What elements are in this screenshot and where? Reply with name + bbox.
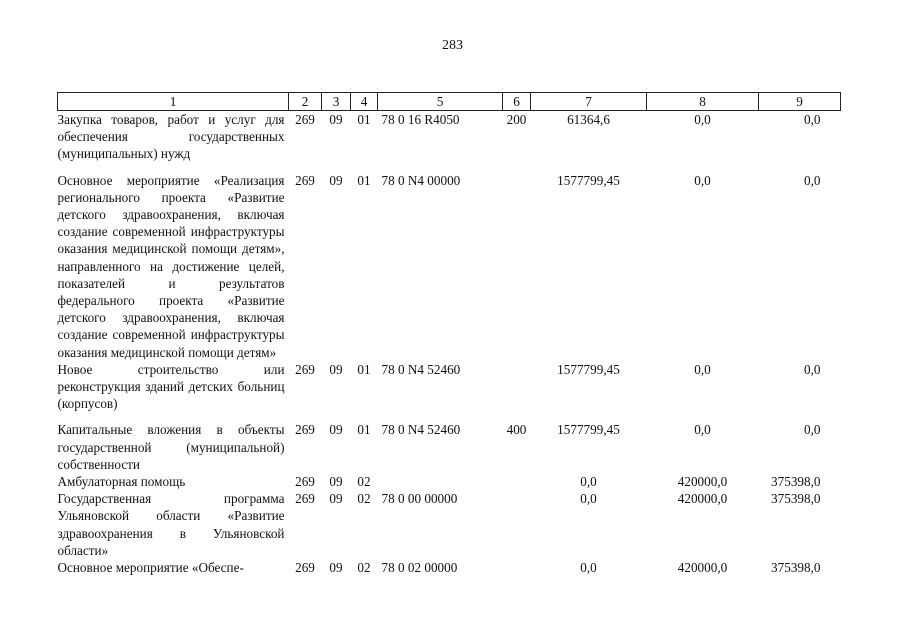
cell-col-3: 09 xyxy=(329,112,343,127)
cell-col-8: 0,0 xyxy=(694,422,711,438)
cell-col-9: 0,0 xyxy=(804,172,821,188)
row-spacer xyxy=(58,163,841,172)
table-row xyxy=(58,559,841,576)
cell-col-7: 1577799,45 xyxy=(557,361,620,377)
cell-col-8: 0,0 xyxy=(694,361,711,377)
column-header-8: 8 xyxy=(647,93,759,111)
row-name: Закупка товаров, работ и услуг для обеспечения государственных (муниципальных) нужд xyxy=(57,112,285,162)
cell-col-7: 0,0 xyxy=(580,474,597,490)
cell-col-9: 0,0 xyxy=(804,422,821,438)
row-name: Капитальные вложения в объекты государственной (муниципальной) собственности xyxy=(57,422,285,472)
cell-col-6 xyxy=(503,361,531,413)
cell-col-8: 420000,0 xyxy=(677,474,728,490)
cell-col-9: 375398,0 xyxy=(771,560,821,576)
cell-col-5: 78 0 00 00000 xyxy=(381,491,458,507)
cell-col-4: 01 xyxy=(357,422,371,438)
table-row xyxy=(58,421,841,473)
cell-col-3: 09 xyxy=(329,474,343,490)
cell-col-7: 1577799,45 xyxy=(557,422,620,438)
cell-col-4: 01 xyxy=(357,361,371,377)
cell-col-5: 78 0 16 R4050 xyxy=(381,112,460,127)
cell-col-9: 375398,0 xyxy=(771,491,821,507)
table-row xyxy=(58,111,841,163)
cell-col-8: 420000,0 xyxy=(677,560,728,576)
cell-col-8: 420000,0 xyxy=(677,491,728,507)
column-header-7: 7 xyxy=(531,93,647,111)
cell-col-2: 269 xyxy=(295,474,315,490)
cell-col-5: 78 0 02 00000 xyxy=(381,560,458,576)
cell-col-3: 09 xyxy=(329,422,343,438)
cell-col-2: 269 xyxy=(295,422,315,438)
budget-table xyxy=(57,92,841,576)
cell-col-2: 269 xyxy=(295,491,315,507)
cell-col-5 xyxy=(378,473,503,490)
cell-col-3: 09 xyxy=(329,491,343,507)
column-header-1: 1 xyxy=(58,93,289,111)
cell-col-5: 78 0 N4 00000 xyxy=(381,172,461,188)
cell-col-6 xyxy=(503,490,531,559)
cell-col-7: 0,0 xyxy=(580,491,597,507)
table-row xyxy=(58,490,841,559)
column-header-5: 5 xyxy=(378,93,503,111)
cell-col-6: 400 xyxy=(506,422,527,438)
cell-col-6 xyxy=(503,559,531,576)
row-name: Амбулаторная помощь xyxy=(57,474,186,490)
cell-col-6 xyxy=(503,473,531,490)
cell-col-9: 0,0 xyxy=(804,361,821,377)
table-row xyxy=(58,473,841,490)
column-header-3: 3 xyxy=(322,93,351,111)
row-name: Основное мероприятие «Реализация регионального проекта «Развитие детского здравоохранения, включая создание современной инфраструктуры оказания медицинской помощи детям», направленного на достижение целей, показателей и результатов федерального проекта «Развитие детского здравоохранения, включая создание современной инфраструктуры оказания медицинской помощи детям» xyxy=(57,172,285,360)
cell-col-6 xyxy=(503,172,531,361)
row-name: Основное мероприятие «Обеспе- xyxy=(57,560,244,576)
row-name: Новое строительство или реконструкция зданий детских больниц (корпусов) xyxy=(57,361,285,412)
column-header-2: 2 xyxy=(289,93,322,111)
cell-col-3: 09 xyxy=(329,172,343,188)
cell-col-6: 200 xyxy=(506,112,527,127)
cell-col-4: 02 xyxy=(357,560,371,576)
cell-col-4: 01 xyxy=(357,172,371,188)
cell-col-2: 269 xyxy=(295,560,315,576)
cell-col-3: 09 xyxy=(329,560,343,576)
cell-col-4: 02 xyxy=(357,474,371,490)
column-header-6: 6 xyxy=(503,93,531,111)
column-header-9: 9 xyxy=(759,93,841,111)
cell-col-4: 01 xyxy=(357,112,371,127)
cell-col-5: 78 0 N4 52460 xyxy=(381,361,461,377)
cell-col-8: 0,0 xyxy=(694,112,711,127)
cell-col-2: 269 xyxy=(295,112,315,127)
cell-col-5: 78 0 N4 52460 xyxy=(381,422,461,438)
cell-col-2: 269 xyxy=(295,172,315,188)
cell-col-7: 61364,6 xyxy=(567,112,610,127)
cell-col-4: 02 xyxy=(357,491,371,507)
cell-col-9: 0,0 xyxy=(804,112,821,127)
cell-col-7: 0,0 xyxy=(580,560,597,576)
row-spacer xyxy=(58,412,841,421)
cell-col-7: 1577799,45 xyxy=(557,172,620,188)
column-header-4: 4 xyxy=(351,93,378,111)
table-row xyxy=(58,361,841,413)
cell-col-9: 375398,0 xyxy=(771,474,821,490)
page-number: 283 xyxy=(442,38,463,53)
row-name: Государственная программа Ульяновской области «Развитие здравоохранения в Ульяновской области» xyxy=(57,491,285,558)
cell-col-3: 09 xyxy=(329,361,343,377)
cell-col-8: 0,0 xyxy=(694,172,711,188)
table-row xyxy=(58,172,841,361)
cell-col-2: 269 xyxy=(295,361,315,377)
header-row xyxy=(58,93,841,111)
